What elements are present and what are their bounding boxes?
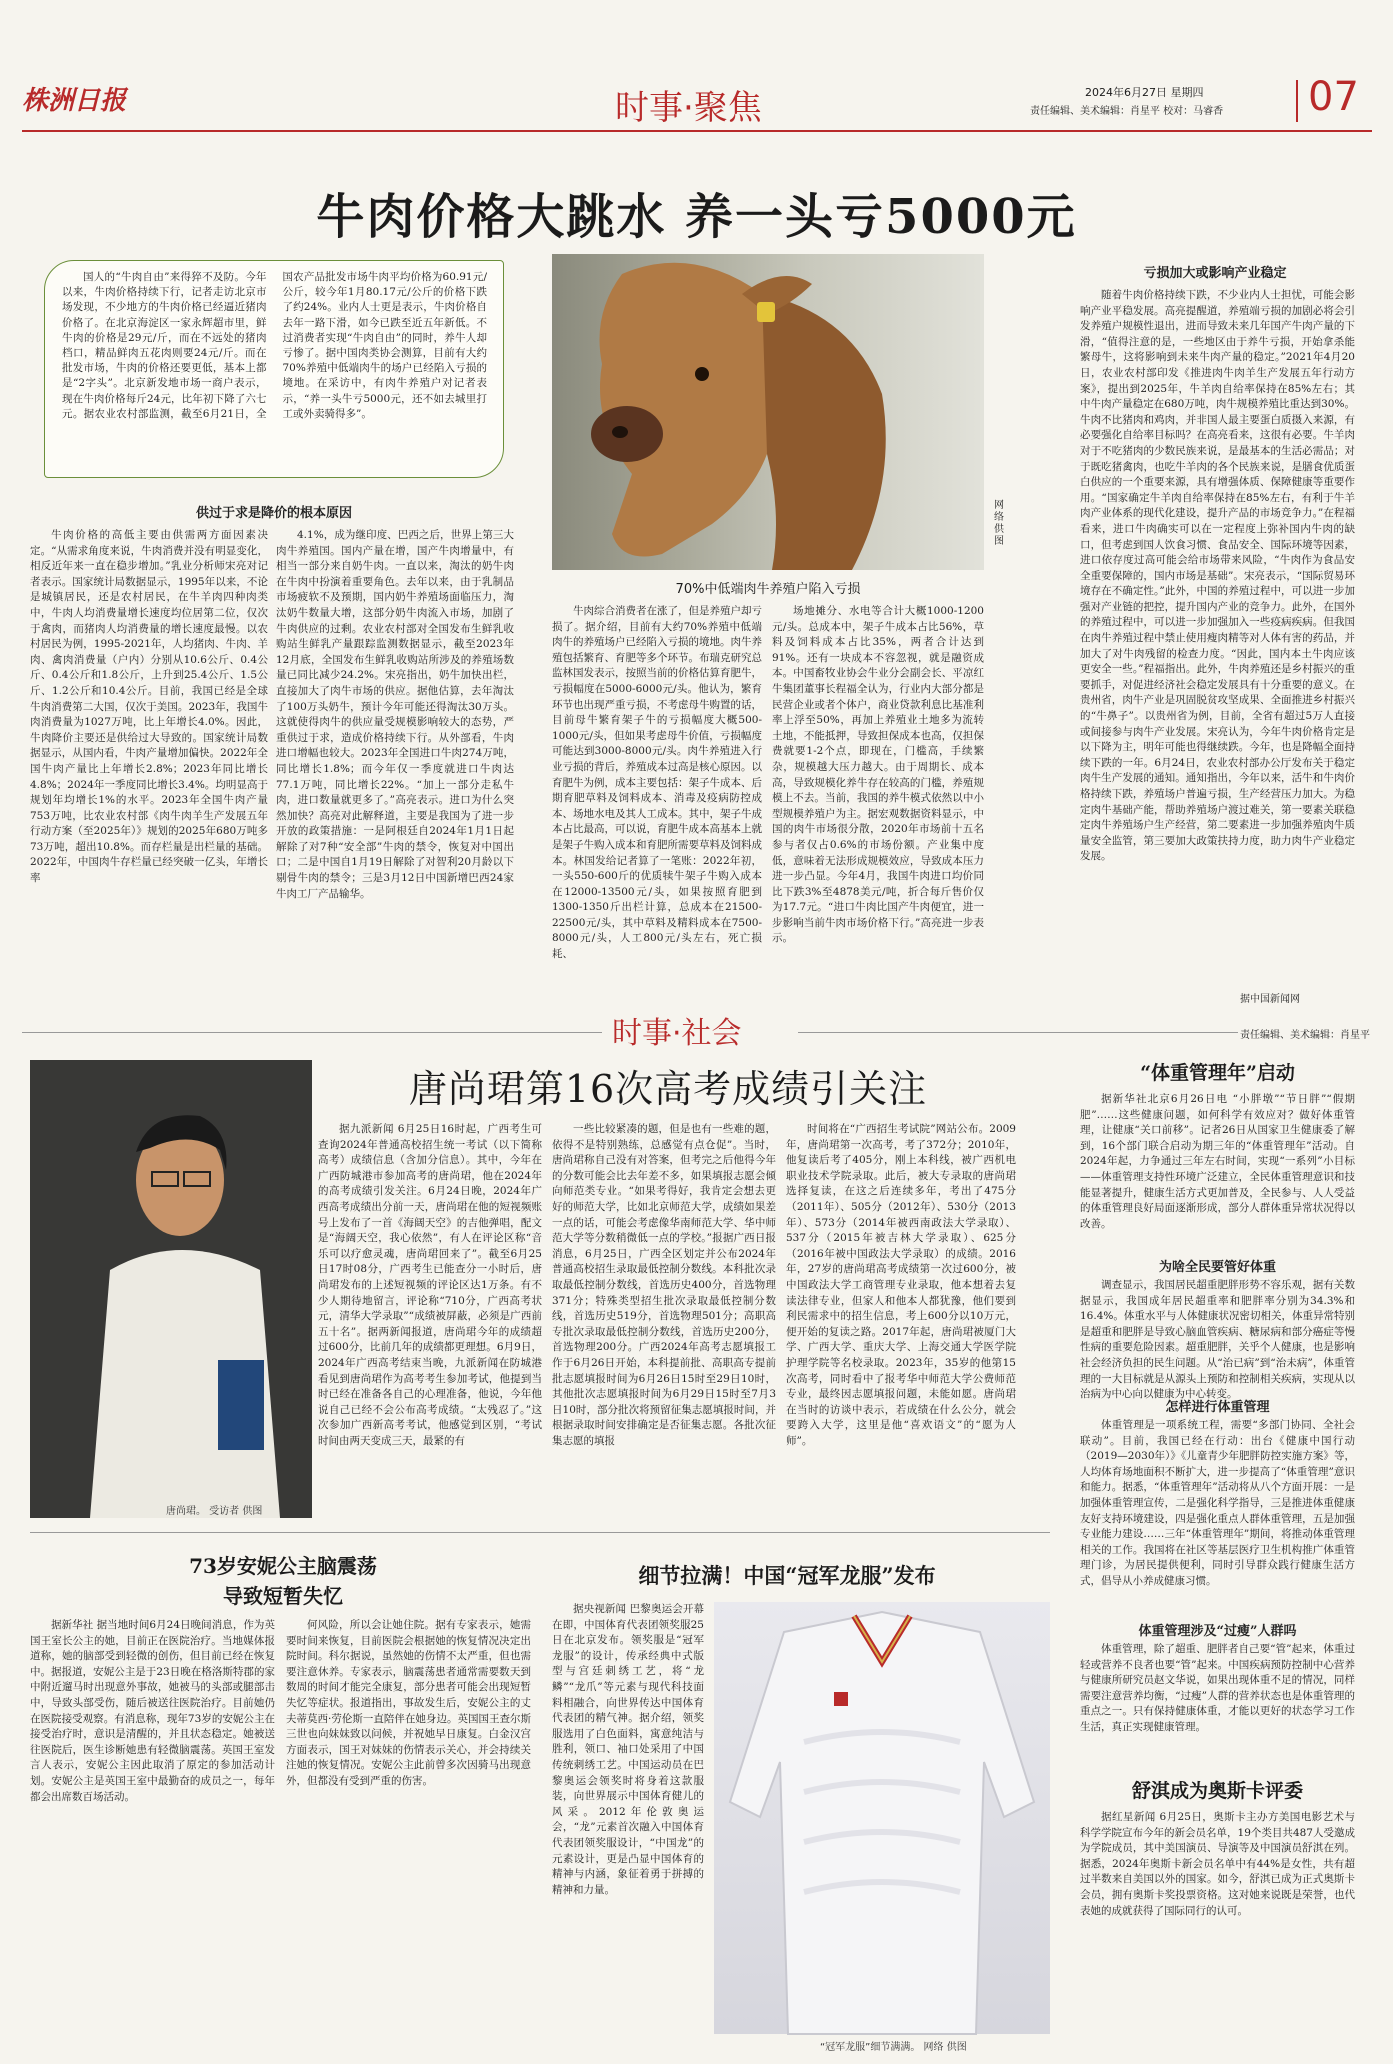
weight-col-4: 体重管理，除了超重、肥胖者自己要“管”起来，体重过轻或营养不良者也要“管”起来。中国疾病预防控制中心营养与健康所研究员赵文华说，如果出现体重不足的情况，同样需要注意营养均衡，“过瘦”人群的营养状态也是体重管理的重点之一。只有保持健康体重，才能以更好的状态学习工作生活，真正实现健康管理。: [1080, 1643, 1355, 1733]
middle-col-3: 时间将在“广西招生考试院”网站公布。2009年，唐尚珺第一次高考，考了372分；2010年，他复读后考了405分，刚上本科线，被广西机电职业技术学院录取。此后，被大专录取的唐尚珺选择复读，在这之后连续多年，考出了475分（2011年）、505分（2012年）、530分（2013年）、573分（2014年被西南政法大学录取）、537分（2015年被吉林大学录取）、625分（2016年被中国政法大学录取）的成绩。2016年，27岁的唐尚珺高考成绩第一次过600分，被中国政法大学工商管理专业录取，他本想着去复读法律专业，但家人和他本人都犹豫，他们要到利民需求中的招生信息，考上600分以10万元，便开始的复读之路。2017年起，唐尚珺被厦门大学、广西大学、重庆大学、上海交通大学医学院护理学院等名校录取。2023年，35岁的他第15次高考，同时看中了报考华中师范大学公费师范专业，最终因志愿填报问题，未能如愿。唐尚珺在当时的访谈中表示，若成绩在什么公分，就会要跨入大学，这里是他“喜欢语文”的“愿为人师”。: [786, 1123, 1016, 1447]
weight-sub-3: 体重管理涉及“过瘦”人群吗: [1138, 1624, 1297, 1639]
subhead-industry: 亏损加大或影响产业稳定: [1143, 266, 1287, 281]
dragon-photo-caption: “冠军龙服”细节满满。 网络 供图: [820, 2042, 967, 2053]
weight-sub-2: 怎样进行体重管理: [1165, 1400, 1270, 1415]
shuqi-col: 据红星新闻 6月25日，奥斯卡主办方美国电影艺术与科学学院宣布今年的新会员名单，19个类目共487人受邀成为学院成员，其中美国演员、导演等及中国演员舒淇在列。据悉，2024年奥斯卡新会员名单中有44%是女性，共有超过半数来自美国以外的国家。如今，舒淇已成为正式奥斯卡会员，拥有奥斯卡奖投票资格。这对她来说既是荣誉，也代表她的成就获得了国际同行的认可。: [1080, 1811, 1355, 1917]
middle-rule-left: [22, 1032, 602, 1033]
top-col-4: 场地摊分、水电等合计大概1000-1200元/头。总成本中，架子牛成本占比56%，草料及饲料成本占比35%，两者合计达到91%。还有一块成本不容忽视，就是融资成本。中国畜牧业协会牛业分会副会长、平凉红牛集团董事长程福全认为，行业内大部分都是民营企业或者个体户，商业贷款利息比基准利率上浮至50%，再加上养殖业土地多为流转土地，不能抵押，导致担保成本也高，仅担保费就要1-2个点，即现在，门槛高，手续繁杂，规模越大压力越大。由于周期长、成本高，导致规模化养牛存在较高的门槛，养殖规模上不去。当前，我国的养牛模式依然以中小型规模养殖户为主。据宏观数据资料显示，中国的肉牛市场很分散，2020年市场前十五名参与者仅占0.6%的市场份额。产业集中度低，意味着无法形成规模效应，导致成本压力进一步凸显。今年4月，我国牛肉进口均价同比下跌3%至4878美元/吨，折合每斤售价仅为17.7元。“进口牛肉比国产牛肉便宜，进一步影响当前牛肉市场价格下行。”高亮进一步表示。: [772, 605, 984, 945]
tang-illustration: [30, 1060, 312, 1518]
top-col-5-credit: 据中国新闻网: [1240, 994, 1300, 1005]
issue-date: 2024年6月27日 星期四: [1085, 86, 1204, 99]
weight-sub-1: 为啥全民要管好体重: [1158, 1260, 1276, 1275]
weight-col-2: 调查显示，我国居民超重肥胖形势不容乐观，据有关数据显示，我国成年居民超重率和肥胖率分别为34.3%和16.4%。体重水平与人体健康状况密切相关，体重异常特别是超重和肥胖是导致心脑血管疾病、糖尿病和部分癌症等慢性病的重要危险因素。超重肥胖，关乎个人健康，也是影响社会经济负担的民生问题。从“治已病”到“治未病”，体重管理的一大目标就是从源头上预防和控制相关疾病，实现从以治病为中心向以健康为中心转变。: [1080, 1279, 1355, 1401]
cow-illustration: [552, 254, 984, 570]
intro-text: 国人的“牛肉自由”来得猝不及防。今年以来，牛肉价格持续下行，记者走访北京市场发现，不少地方的牛肉价格已经逼近猪肉价格了。在北京海淀区一家永辉超市里，鲜牛肉的价格是29元/斤，而在不远处的猪肉档口，精品鲜肉五花肉则要24元/斤。而在批发市场，牛肉的价格还要更低，基本上都是“2字头”。北京新发地市场一商户表示，现在牛肉价格每斤24元，比年初下降了六七元。据农业农村部监测，截至6月21日，全国农产品批发市场牛肉平均价格为60.91元/公斤，较今年1月80.17元/公斤的价格下跌了约24%。业内人士更是表示，牛肉价格自去年一路下滑，如今已跌至近五年新低。不过消费者实现“牛肉自由”的同时，养牛人却亏惨了。据中国肉类协会测算，目前有大约70%养殖中低端肉牛的场户已经陷入亏损的境地。在采访中，有肉牛养殖户对记者表示，“养一头牛亏5000元，还不如去城里打工或外卖骑得多”。: [62, 271, 487, 420]
dragon-col: 据央视新闻 巴黎奥运会开幕在即，中国体育代表团领奖服25日在北京发布。领奖服是“冠军龙服”的设计，传承经典中式版型与宫廷刺绣工艺，将“龙鳞”“龙爪”等元素与现代科技面料相融合，向世界传达中国体育代表团的精气神。据介绍，领奖服选用了白色面料，寓意纯洁与胜利，领口、袖口处采用了中国传统刺绣工艺。中国运动员在巴黎奥运会领奖时将身着这款服装，向世界展示中国体育健儿的风采。2012年伦敦奥运会，“龙”元素首次融入中国体育代表团领奖服设计，“中国龙”的元素设计，更是凸显中国体育的精神与内涵，象征着勇于拼搏的精神和力量。: [552, 1603, 704, 1896]
middle-rule-right: [798, 1032, 1238, 1033]
middle-editor: 责任编辑、美术编辑：肖星平: [1240, 1030, 1370, 1041]
page-number: 07: [1308, 74, 1359, 120]
top-col-2: 4.1%，成为继印度、巴西之后，世界上第三大肉牛养殖国。国内产量在增，国产牛肉增量中，有相当一部分来自奶牛肉。一直以来，淘汰的奶牛肉在牛肉中扮演着重要角色。去年以来，由于乳制品市场疲软不及预期，国内奶牛养殖场面临压力，淘汰奶牛数量大增，这部分奶牛肉流入市场，加剧了牛肉供应的过剩。农业农村部对全国发布生鲜乳收购站生鲜乳产量跟踪监测数据显示，截至2023年12月底，全国发布生鲜乳收购站所涉及的养殖场数量已同比减少24.2%。宋亮指出，奶牛加快出栏，直接加大了肉牛市场的供应。据他估算，去年淘汰了100万头奶牛，预计今年可能还得淘汰30万头。这就使得肉牛的供应量受规模影响较大的态势，严重供过于求，造成价格持续下行。从外部看，牛肉进口增幅也较大。2023年全国进口牛肉274万吨，同比增长1.8%；而今年仅一季度就进口牛肉达77.1万吨，同比增长22%。“加上一部分走私牛肉，进口数量就更多了。”高亮表示。进口为什么突然加快？高亮对此解释道，主要是我国为了进一步开放的政策措施：一是阿根廷自2024年1月1日起解除了对7种“安全部”牛肉的禁令，恢复对中国出口；二是中国自1月19日解除了对智利20月龄以下剔骨牛肉的禁令；三是3月12日中国新增巴西24家牛肉工厂产品输华。: [276, 529, 514, 900]
top-col-1: 牛肉价格的高低主要由供需两方面因素决定。“从需求角度来说，牛肉消费并没有明显变化，相反近年来一直在稳步增加。”乳业分析师宋亮对记者表示。国家统计局数据显示，1995年以来，不论是城镇居民，还是农村居民，在牛羊肉四种肉类中，牛肉人均消费量增长速度均位居第二位，仅次于禽肉，而猪肉人均消费量的增长速度最慢。以农村居民为例，1995-2021年，人均猪肉、牛肉、羊肉、禽肉消费量（户内）分别从10.6公斤、0.4公斤、0.4公斤和1.8公斤，上升到25.4公斤、1.5公斤、1.2公斤和10.4公斤。目前，我国已经是全球牛肉消费第二大国，仅次于美国。2023年，我国牛肉消费量为1027万吨，比上年增长4.0%。因此，牛肉降价主要还是供给过大导致的。国家统计局数据显示，从国内看，牛肉产量增加偏快。2022年全国牛肉产量比上年增长2.8%；2023年同比增长4.8%；2024年一季度同比增长3.4%。均明显高于规划年均增长1%的水平。2023年全国牛肉产量753万吨，比农业农村部《肉牛肉羊生产发展五年行动方案（至2025年）》规划的2025年680万吨多73万吨，超出10.8%。而存栏量是出栏量的基础。2022年，中国肉牛存栏量已经突破一亿头，年增长率: [30, 529, 268, 885]
masthead-rule: [22, 130, 1372, 132]
anne-headline-1: 73岁安妮公主脑震荡: [189, 1554, 377, 1578]
page-number-divider: [1296, 80, 1298, 122]
weight-title: “体重管理年”启动: [1140, 1062, 1295, 1084]
masthead-logo: 株洲日报: [22, 86, 127, 116]
bottom-rule: [30, 1532, 1050, 1533]
section-title-society: 时事·社会: [612, 1016, 742, 1051]
section-title-focus: 时事·聚焦: [615, 88, 762, 128]
top-col-5: 随着牛肉价格持续下跌，不少业内人士担忧，可能会影响产业平稳发展。高亮提醒道，养殖端亏损的加剧必将会引发养殖户规模性退出，进而导致未来几年国产牛肉产量的下滑，“值得注意的是，一些地区由于养牛亏损，开始拿杀能繁母牛，这将影响到未来牛肉产量的稳定。”2021年4月20日，农业农村部印发《推进肉牛肉羊生产发展五年行动方案》，提出到2025年，牛羊肉自给率保持在85%左右；其中牛肉产量稳定在680万吨，肉牛规模养殖比重达到30%。牛肉不比猪肉和鸡肉，并非国人最主要蛋白质摄入来源，有必要强化自给率目标吗？在高亮看来，这很有必要。牛羊肉对于不吃猪肉的少数民族来说，是最基本的生活必需品；对于既吃猪禽肉，也吃牛羊肉的各个民族来说，是膳食优质蛋白供应的一个重要来源，具有增强体质、保障健康等重要作用。“国家确定牛羊肉自给率保持在85%左右，有利于牛羊肉产业体系的现代化建设，提升产品的市场竞争力。”在程福看来，进口牛肉确实可以在一定程度上弥补国内牛肉的缺口，但考虑到国人饮食习惯、食品安全、国际环境等因素，进口依存度过高可能会给市场带来风险，“牛肉作为食品安全重要保障的，国内市场是基础”。宋亮表示，“国际贸易环境存在不确定性。”此外，中国的养殖过程中，可以进一步加强对产业链的把控，提升国内产业的竞争力。此外，在国外的养殖过程中，可以进一步加强加入一些疫病疾病。但我国在肉牛养殖过程中禁止使用瘦肉精等对人体有害的药品，并加大了对牛肉残留的检查力度。“因此，国内本土牛肉应该更安全一些。”程福指出。此外，牛肉养殖还是乡村振兴的重要抓手，对促进经济社会稳定发展具有十分重要的意义。在贵州省，肉牛产业是巩固脱贫攻坚成果、全面推进乡村振兴的“牛鼻子”。以贵州省为例，目前，全省有超过5万人直接或间接参与肉牛产业发展。宋亮认为，今年牛肉价格肯定是以下降为主，明年可能也得继续跌。今年，也是降幅全面持续下跌的一年。6月24日，农业农村部办公厅发布关于稳定肉牛生产发展的通知。通知指出，今年以来，活牛和牛肉价格持续下跌，养殖场户普遍亏损，生产经营压力加大。为稳定肉牛基础产能，帮助养殖场户渡过难关，第一要素关联稳定肉牛养殖场户生产经营，第二要素进一步加强养殖肉牛质量安全监管，第三要加大政策扶持力度，助力肉牛产业稳定发展。: [1080, 289, 1355, 863]
cow-photo-caption: 70%中低端肉牛养殖户陷入亏损: [675, 582, 861, 597]
middle-col-2: 一些比较紧凑的题，但是也有一些难的题，依得不是特别熟练，总感觉有点仓促”。当时，唐尚珺称自己没有对答案，但考完之后他得今年的分数可能会比去年差不多，如果填报志愿会倾向师范类专业。“如果考得好，我肯定会想去更好的师范大学，比如北京师范大学，成绩如果差一点的话，可能会考虑像华南师范大学、华中师范大学等分数稍微低一点的学校。”报据广西日报消息，6月25日，广西全区划定并公布2024年普通高校招生录取最低控制分数线。本科批次录取最低控制分数线，首选历史400分，首选物理371分；特殊类型招生批次录取最低控制分数线，首选历史519分，首选物理501分；高职高专批次录取最低控制分数线，首选历史200分，首选物理200分。广西2024年高考志愿填报工作于6月26日开始，本科提前批、高职高专提前批志愿填报时间为6月26日15时至29日10时，其他批次志愿填报时间为6月29日15时至7月3日10时，部分批次将预留征集志愿填报时间，并根据录取时间安排确定是否征集志愿。各批次征集志愿的填报: [552, 1123, 776, 1447]
anne-col-1: 据新华社 据当地时间6月24日晚间消息，作为英国王室长公主的她，目前正在医院治疗。当地媒体报道称，她的脑部受到轻微的创伤，但目前已经在恢复中。据报道，安妮公主是于23日晚在格洛斯特郡的家中附近遛马时出现意外事故，她被马的头部或腿部击中，导致头部受伤，随后被送往医院治疗。目前她仍在医院接受观察。有消息称，现年73岁的安妮公主在接受治疗时，意识是清醒的，并且状态稳定。她被送往医院后，医生诊断她患有轻微脑震荡。英国王室发言人表示，安妮公主因此取消了原定的参加活动计划。安妮公主是英国王室中最勤奋的成员之一，每年都会出席数百场活动。: [30, 1619, 275, 1803]
tang-photo: [30, 1060, 312, 1518]
top-headline: 牛肉价格大跳水 养一头亏5000元: [316, 189, 1077, 245]
cow-photo: [552, 254, 984, 570]
jacket-illustration: [714, 1602, 1050, 2034]
anne-headline-2: 导致短暂失忆: [223, 1584, 343, 1608]
shuqi-title: 舒淇成为奥斯卡评委: [1131, 1780, 1303, 1802]
subhead-supply: 供过于求是降价的根本原因: [195, 506, 352, 521]
editor-credits: 责任编辑、美术编辑：肖星平 校对：马睿香: [1030, 106, 1224, 117]
cow-photo-credit: 网络供图: [994, 500, 1004, 547]
anne-col-2: 何风险，所以会让她住院。据有专家表示，她需要时间来恢复，目前医院会根据她的恢复情况决定出院时间。科尔据说，虽然她的伤情不太严重，但也需要注意休养。专家表示，脑震荡患者通常需要数天到数周的时间才能完全康复，部分患者可能会出现短暂失忆等症状。报道指出，事故发生后，安妮公主的丈夫蒂莫西·劳伦斯一直陪伴在她身边。英国国王查尔斯三世也向妹妹致以问候，并祝她早日康复。白金汉宫方面表示，国王对妹妹的伤情表示关心，并会持续关注她的恢复情况。安妮公主此前曾多次因骑马出现意外，但都没有受到严重的伤害。: [286, 1619, 531, 1787]
dragon-headline: 细节拉满！中国“冠军龙服”发布: [638, 1563, 936, 1588]
weight-col-3: 体重管理是一项系统工程，需要“多部门协同、全社会联动”。目前，我国已经在行动：出台《健康中国行动（2019—2030年）》《儿童青少年肥胖防控实施方案》等，人均体育场地面积不断扩大，进一步提高了“体重管理”意识和能力。据悉，“体重管理年”活动将从八个方面开展：一是加强体重管理宣传，二是强化科学指导，三是推进体重健康友好支持环境建设，四是强化重点人群体重管理，五是加强专业能力建设……三年“体重管理年”期间，将推动体重管理相关的工作。我国将在社区等基层医疗卫生机构推广体重管理门诊，为居民提供便利，同时引导群众践行健康生活方式，倡导从小养成健康习惯。: [1080, 1419, 1355, 1587]
top-col-3: 牛肉综合消费者在涨了，但是养殖户却亏损了。据介绍，目前有大约70%养殖中低端肉牛的养殖场户已经陷入亏损的境地。肉牛养殖包括繁育、育肥等多个环节。布瑞克研究总监林国发表示，按照当前的价格估算育肥牛，亏损幅度在5000-6000元/头。他认为，繁育环节也出现严重亏损，不考虑母牛购置的话，目前母牛繁育架子牛的亏损幅度大概500-1000元/头，但如果考虑母牛价值，亏损幅度可能达到3000-8000元/头。肉牛养殖进入行业亏损的背后，养殖成本过高是核心原因。以育肥牛为例，成本主要包括：架子牛成本、后期育肥草料及饲料成本、消毒及疫病防控成本、场地水电及其人工成本。其中，架子牛成本占比最高，可以说，育肥牛成本高基本上就是架子牛购入成本和育肥所需要草料及饲料成本。林国发给记者算了一笔账：2022年初，一头550-600斤的优质犊牛架子牛购入成本在12000-13500元/头，如果按照育肥到1300-1350斤出栏计算，总成本在21500-22500元/头，其中草料及精料成本在7500-8000元/头，人工800元/头左右，死亡损耗、: [552, 605, 762, 961]
middle-col-1: 据九派新闻 6月25日16时起，广西考生可查询2024年普通高校招生统一考试（以下简称高考）成绩信息（含加分信息）。其中，今年在广西防城港市参加高考的唐尚珺，他在2024年的高考成绩引发关注。6月24日晚，2024年广西高考成绩出分前一天，唐尚珺在他的短视频账号上发布了一首《海阔天空》的吉他弹唱，配文是“海阔天空，我心依然”，有人在评论区称“音乐可以疗愈灵魂，唐尚珺回来了”。截至6月25日17时08分，广西考生已能查分一小时后，唐尚珺发布的上述短视频的评论区达1万条。有不少人期待地留言，评论称“710分，广西高考状元，清华大学录取”“成绩被屏蔽，必须是广西前五十名”。据两新闻报道，唐尚珺今年的成绩超过600分，比前几年的成绩都更理想。6月9日，2024年广西高考结束当晚，九派新闻在防城港看见到唐尚珺作为高考考生参加考试，他提到当时已经在准备各自己的心理准备，他说，今年他说自己已经不会公布高考成绩。“太残忍了。”这次参加广西新高考考试，他感觉到区别，“考试时间由两天变成三天，最紧的有: [318, 1123, 542, 1447]
middle-headline: 唐尚珺第16次高考成绩引关注: [408, 1067, 928, 1111]
tang-photo-caption: 唐尚珺。 受访者 供图: [166, 1506, 263, 1517]
weight-col-1: 据新华社北京6月26日电 “小胖墩”“节日胖”“假期肥”……这些健康问题，如何科学有效应对？做好体重管理，让健康“关口前移”。记者26日从国家卫生健康委了解到，16个部门联合启动为期三年的“体重管理年”活动。自2024年起，力争通过三年左右时间，实现“一系列”小目标——体重管理支持性环境广泛建立，全民体重管理意识和技能显著提升，健康生活方式更加普及，全民参与、人人受益的体重管理良好局面逐渐形成，部分人群体重异常状况得以改善。: [1080, 1093, 1355, 1230]
dragon-photo: [714, 1602, 1050, 2034]
